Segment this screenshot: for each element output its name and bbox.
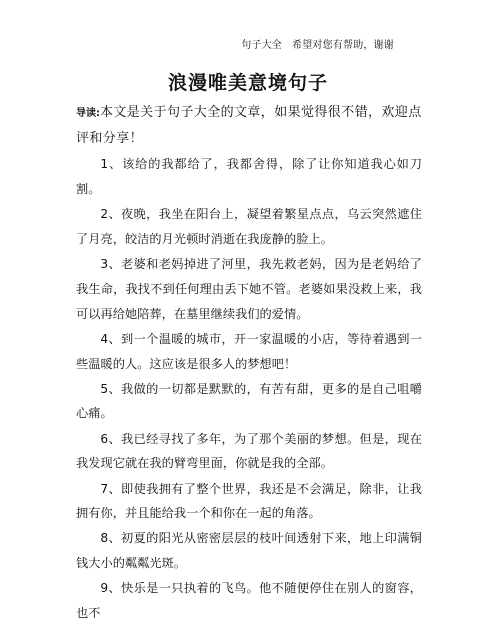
- sentence-paragraph: 4、到一个温暖的城市，开一家温暖的小店，等待着遇到一些温暖的人。这应该是很多人的梦想吧！: [76, 331, 422, 371]
- lead-text: 本文是关于句子大全的文章，如果觉得很不错，欢迎点评和分享！: [76, 105, 422, 146]
- sentence-paragraph: 2、夜晚，我坐在阳台上，凝望着繁星点点，乌云突然遮住了月亮，皎洁的月光顿时消逝在我庞静的脸上。: [76, 207, 422, 247]
- sentence-paragraph: 1、该给的我都给了，我都舍得，除了让你知道我心如刀割。: [76, 157, 422, 197]
- lead-paragraph: [76, 101, 422, 151]
- sentence-paragraph: 9、快乐是一只执着的飞鸟。他不随便停住在别人的窗容，也不: [76, 581, 422, 621]
- article-body: [76, 101, 422, 626]
- sentence-paragraph: 7、即使我拥有了整个世界，我还是不会满足，除非，让我拥有你，并且能给我一个和你在一起的角落。: [76, 481, 422, 521]
- page-title: 浪漫唯美意境句子: [167, 72, 328, 94]
- sentence-paragraph: 5、我做的一切都是默默的，有苦有甜，更多的是自己咀嚼心痛。: [76, 381, 422, 421]
- sentence-paragraph: 6、我已经寻找了多年，为了那个美丽的梦想。但是，现在我发现它就在我的臂弯里面，你就是我的全部。: [76, 431, 422, 471]
- lead-label: 导读:: [76, 108, 100, 119]
- page-header: [241, 36, 394, 51]
- sentence-paragraph: 3、老婆和老妈掉进了河里，我先救老妈，因为是老妈给了我生命，我找不到任何理由丢下她不管。老婆如果没救上来，我可以再给她陪葬，在墓里继续我们的爱情。: [76, 257, 422, 321]
- header-note: 希望对您有帮助，谢谢: [292, 40, 394, 51]
- header-site-name: 句子大全: [241, 40, 282, 51]
- sentence-paragraph: 8、初夏的阳光从密密层层的枝叶间透射下来，地上印满铜钱大小的粼粼光斑。: [76, 531, 422, 571]
